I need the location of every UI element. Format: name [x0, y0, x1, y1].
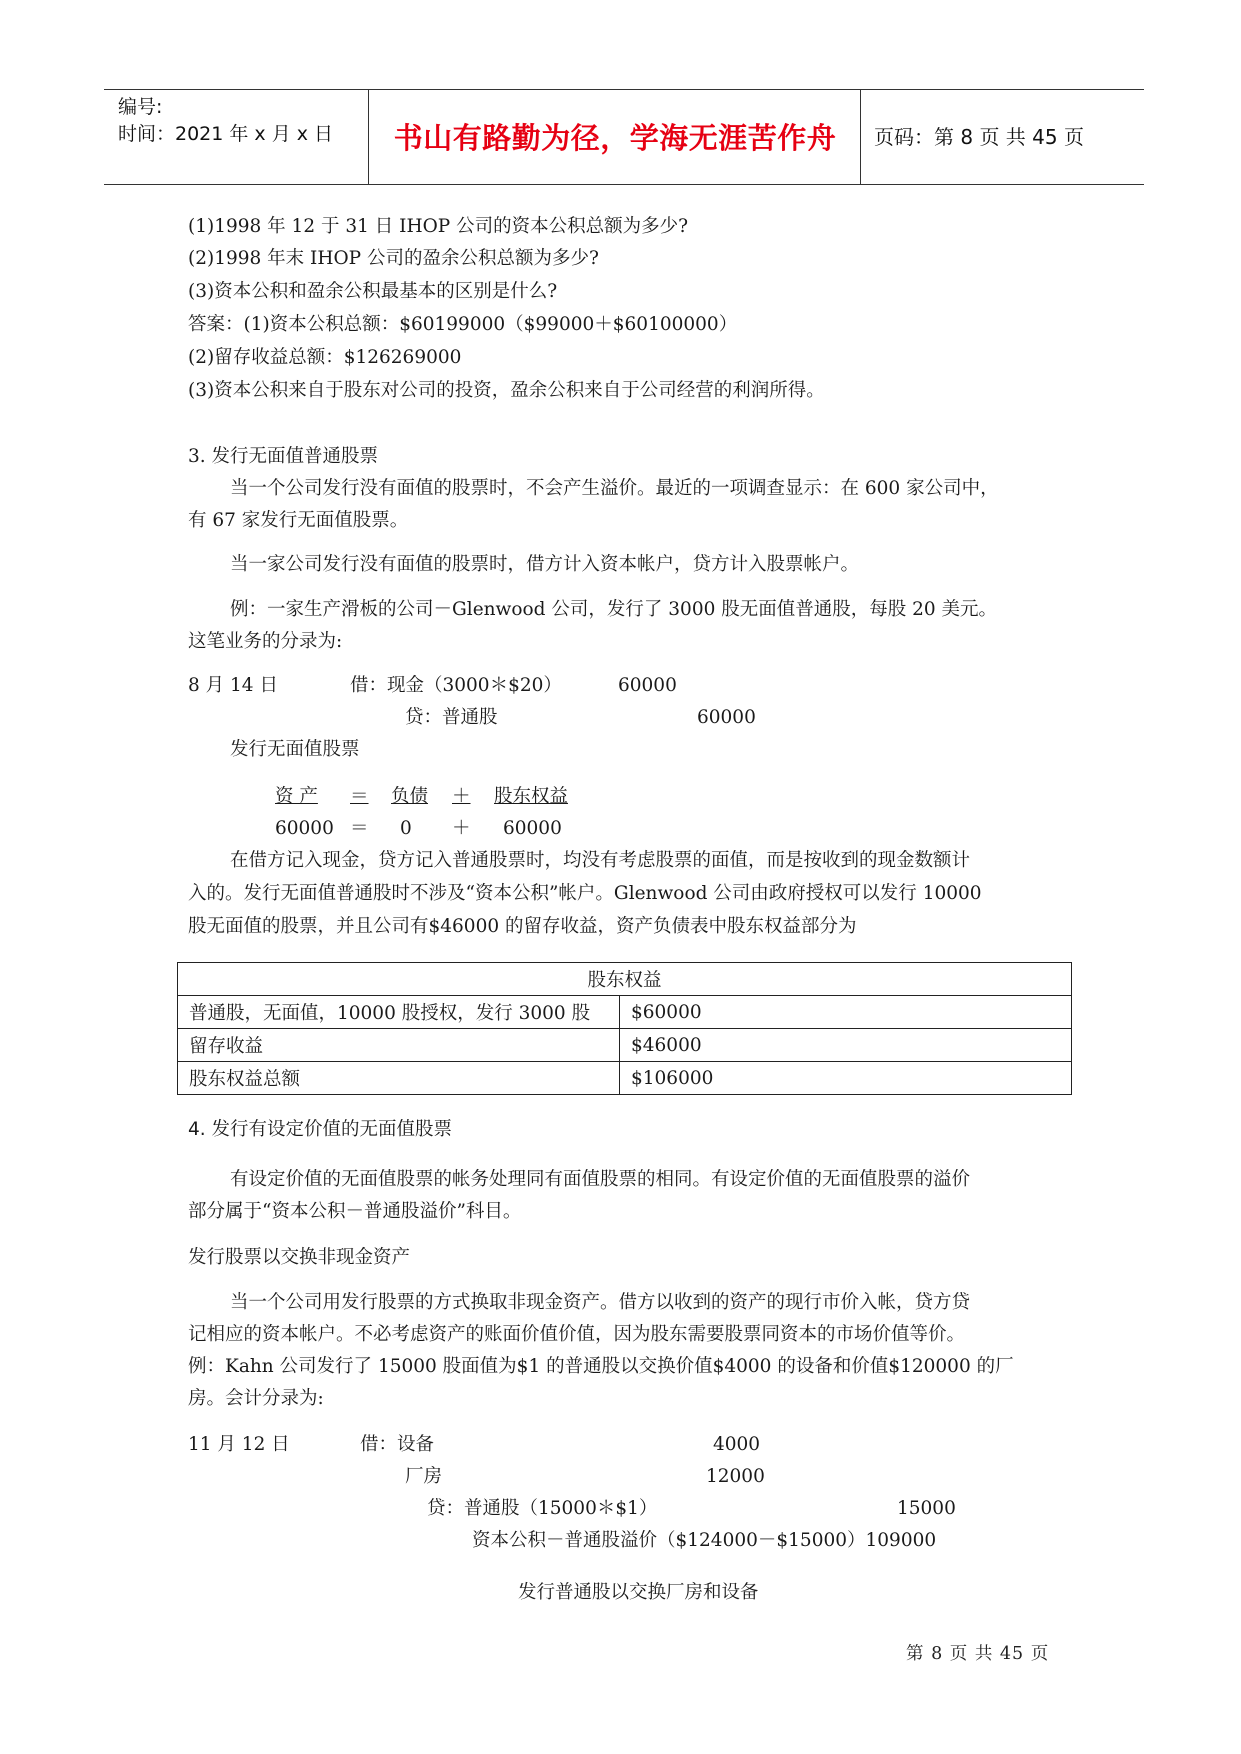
header-motto: 书山有路勤为径，学海无涯苦作舟 [393, 121, 837, 155]
table-cell-value: $106000 [620, 1062, 1072, 1095]
paragraph-line: 例：一家生产滑板的公司－Glenwood 公司，发行了 3000 股无面值普通股，每股 20 美元。 [230, 599, 998, 620]
answer-line: 答案：(1)资本公积总额：$60199000（$99000＋$60100000） [188, 314, 738, 335]
answer-line: (3)资本公积来自于股东对公司的投资，盈余公积来自于公司经营的利润所得。 [188, 380, 825, 401]
entry-debit: 借：设备 [360, 1434, 435, 1455]
paragraph-line: 房。会计分录为: [188, 1388, 324, 1409]
entry-debit: 厂房 [405, 1466, 443, 1487]
equation-plus: ＋ [452, 786, 471, 807]
answer-line: (2)留存收益总额：$126269000 [188, 347, 462, 368]
paragraph-line: 记相应的资本帐户。不必考虑资产的账面价值价值，因为股东需要股票同资本的市场价值等价。 [188, 1324, 966, 1345]
question-line: (2)1998 年末 IHOP 公司的盈余公积总额为多少? [188, 248, 599, 269]
section-title: 4. 发行有设定价值的无面值股票 [188, 1119, 453, 1140]
paragraph-line: 当一家公司发行没有面值的股票时，借方计入资本帐户，贷方计入股票帐户。 [230, 554, 860, 575]
paragraph-line: 例：Kahn 公司发行了 15000 股面值为$1 的普通股以交换价值$4000 的设备和价值$120000 的厂 [188, 1356, 1014, 1377]
paragraph-line: 股无面值的股票，并且公司有$46000 的留存收益，资产负债表中股东权益部分为 [188, 916, 857, 937]
table-row [178, 1029, 1072, 1062]
subheading: 发行股票以交换非现金资产 [188, 1247, 411, 1268]
question-line: (3)资本公积和盈余公积最基本的区别是什么? [188, 281, 558, 302]
paragraph-line: 当一个公司用发行股票的方式换取非现金资产。借方以收到的资产的现行市价入帐，贷方贷 [230, 1292, 971, 1313]
document-time-label: 时间：2021 年 x 月 x 日 [118, 123, 334, 145]
table-row [178, 1062, 1072, 1095]
entry-credit: 贷：普通股 [405, 707, 498, 728]
entry-debit-amount: 60000 [618, 675, 677, 696]
table-cell-value: $46000 [620, 1029, 1072, 1062]
stockholders-equity-table [177, 962, 1072, 1095]
equation-equals: ＝ [350, 818, 369, 839]
entry-debit-amount: 4000 [713, 1434, 761, 1455]
paragraph-line: 这笔业务的分录为: [188, 631, 343, 652]
table-row [178, 996, 1072, 1029]
entry-memo: 发行普通股以交换厂房和设备 [518, 1582, 759, 1603]
table-cell-label: 股东权益总额 [178, 1062, 620, 1095]
table-cell-value: $60000 [620, 996, 1072, 1029]
entry-date: 8 月 14 日 [188, 675, 278, 696]
equation-equity-value: 60000 [503, 818, 562, 839]
equation-assets-header: 资 产 [275, 786, 318, 807]
paragraph-line: 有 67 家发行无面值股票。 [188, 510, 409, 531]
header-meta [118, 94, 368, 148]
entry-credit-amount: 15000 [897, 1498, 956, 1519]
table-header: 股东权益 [178, 963, 1072, 996]
header-page-number: 页码：第 8 页 共 45 页 [874, 125, 1084, 149]
equation-assets-value: 60000 [275, 818, 334, 839]
paragraph-line: 部分属于“资本公积－普通股溢价”科目。 [188, 1201, 522, 1222]
document-number-label: 编号: [118, 96, 163, 118]
entry-date: 11 月 12 日 [188, 1434, 290, 1455]
question-line: (1)1998 年 12 于 31 日 IHOP 公司的资本公积总额为多少? [188, 216, 689, 237]
entry-memo: 发行无面值股票 [230, 739, 360, 760]
paragraph-line: 在借方记入现金，贷方记入普通股票时，均没有考虑股票的面值，而是按收到的现金数额计 [230, 850, 971, 871]
header-divider [368, 90, 369, 184]
section-title: 3. 发行无面值普通股票 [188, 446, 379, 467]
table-header-row [178, 963, 1072, 996]
entry-credit: 贷：普通股（15000＊$1） [427, 1498, 658, 1519]
equation-equals: ＝ [350, 786, 369, 807]
page-footer: 第 8 页 共 45 页 [906, 1644, 1050, 1664]
paragraph-line: 当一个公司发行没有面值的股票时，不会产生溢价。最近的一项调查显示：在 600 家公司中， [230, 478, 999, 499]
entry-credit: 资本公积－普通股溢价（$124000－$15000）109000 [472, 1530, 937, 1551]
entry-debit: 借：现金（3000＊$20） [350, 675, 562, 696]
header-divider [860, 90, 861, 184]
table-cell-label: 普通股，无面值，10000 股授权，发行 3000 股 [178, 996, 620, 1029]
equation-liabilities-value: 0 [400, 818, 412, 839]
entry-debit-amount: 12000 [706, 1466, 765, 1487]
paragraph-line: 入的。发行无面值普通股时不涉及“资本公积”帐户。Glenwood 公司由政府授权可以发行 10000 [188, 883, 982, 904]
paragraph-line: 有设定价值的无面值股票的帐务处理同有面值股票的相同。有设定价值的无面值股票的溢价 [230, 1169, 971, 1190]
entry-credit-amount: 60000 [697, 707, 756, 728]
page-header [104, 89, 1144, 185]
equation-plus: ＋ [452, 818, 471, 839]
equation-equity-header: 股东权益 [494, 786, 569, 807]
equation-liabilities-header: 负债 [391, 786, 429, 807]
table-cell-label: 留存收益 [178, 1029, 620, 1062]
